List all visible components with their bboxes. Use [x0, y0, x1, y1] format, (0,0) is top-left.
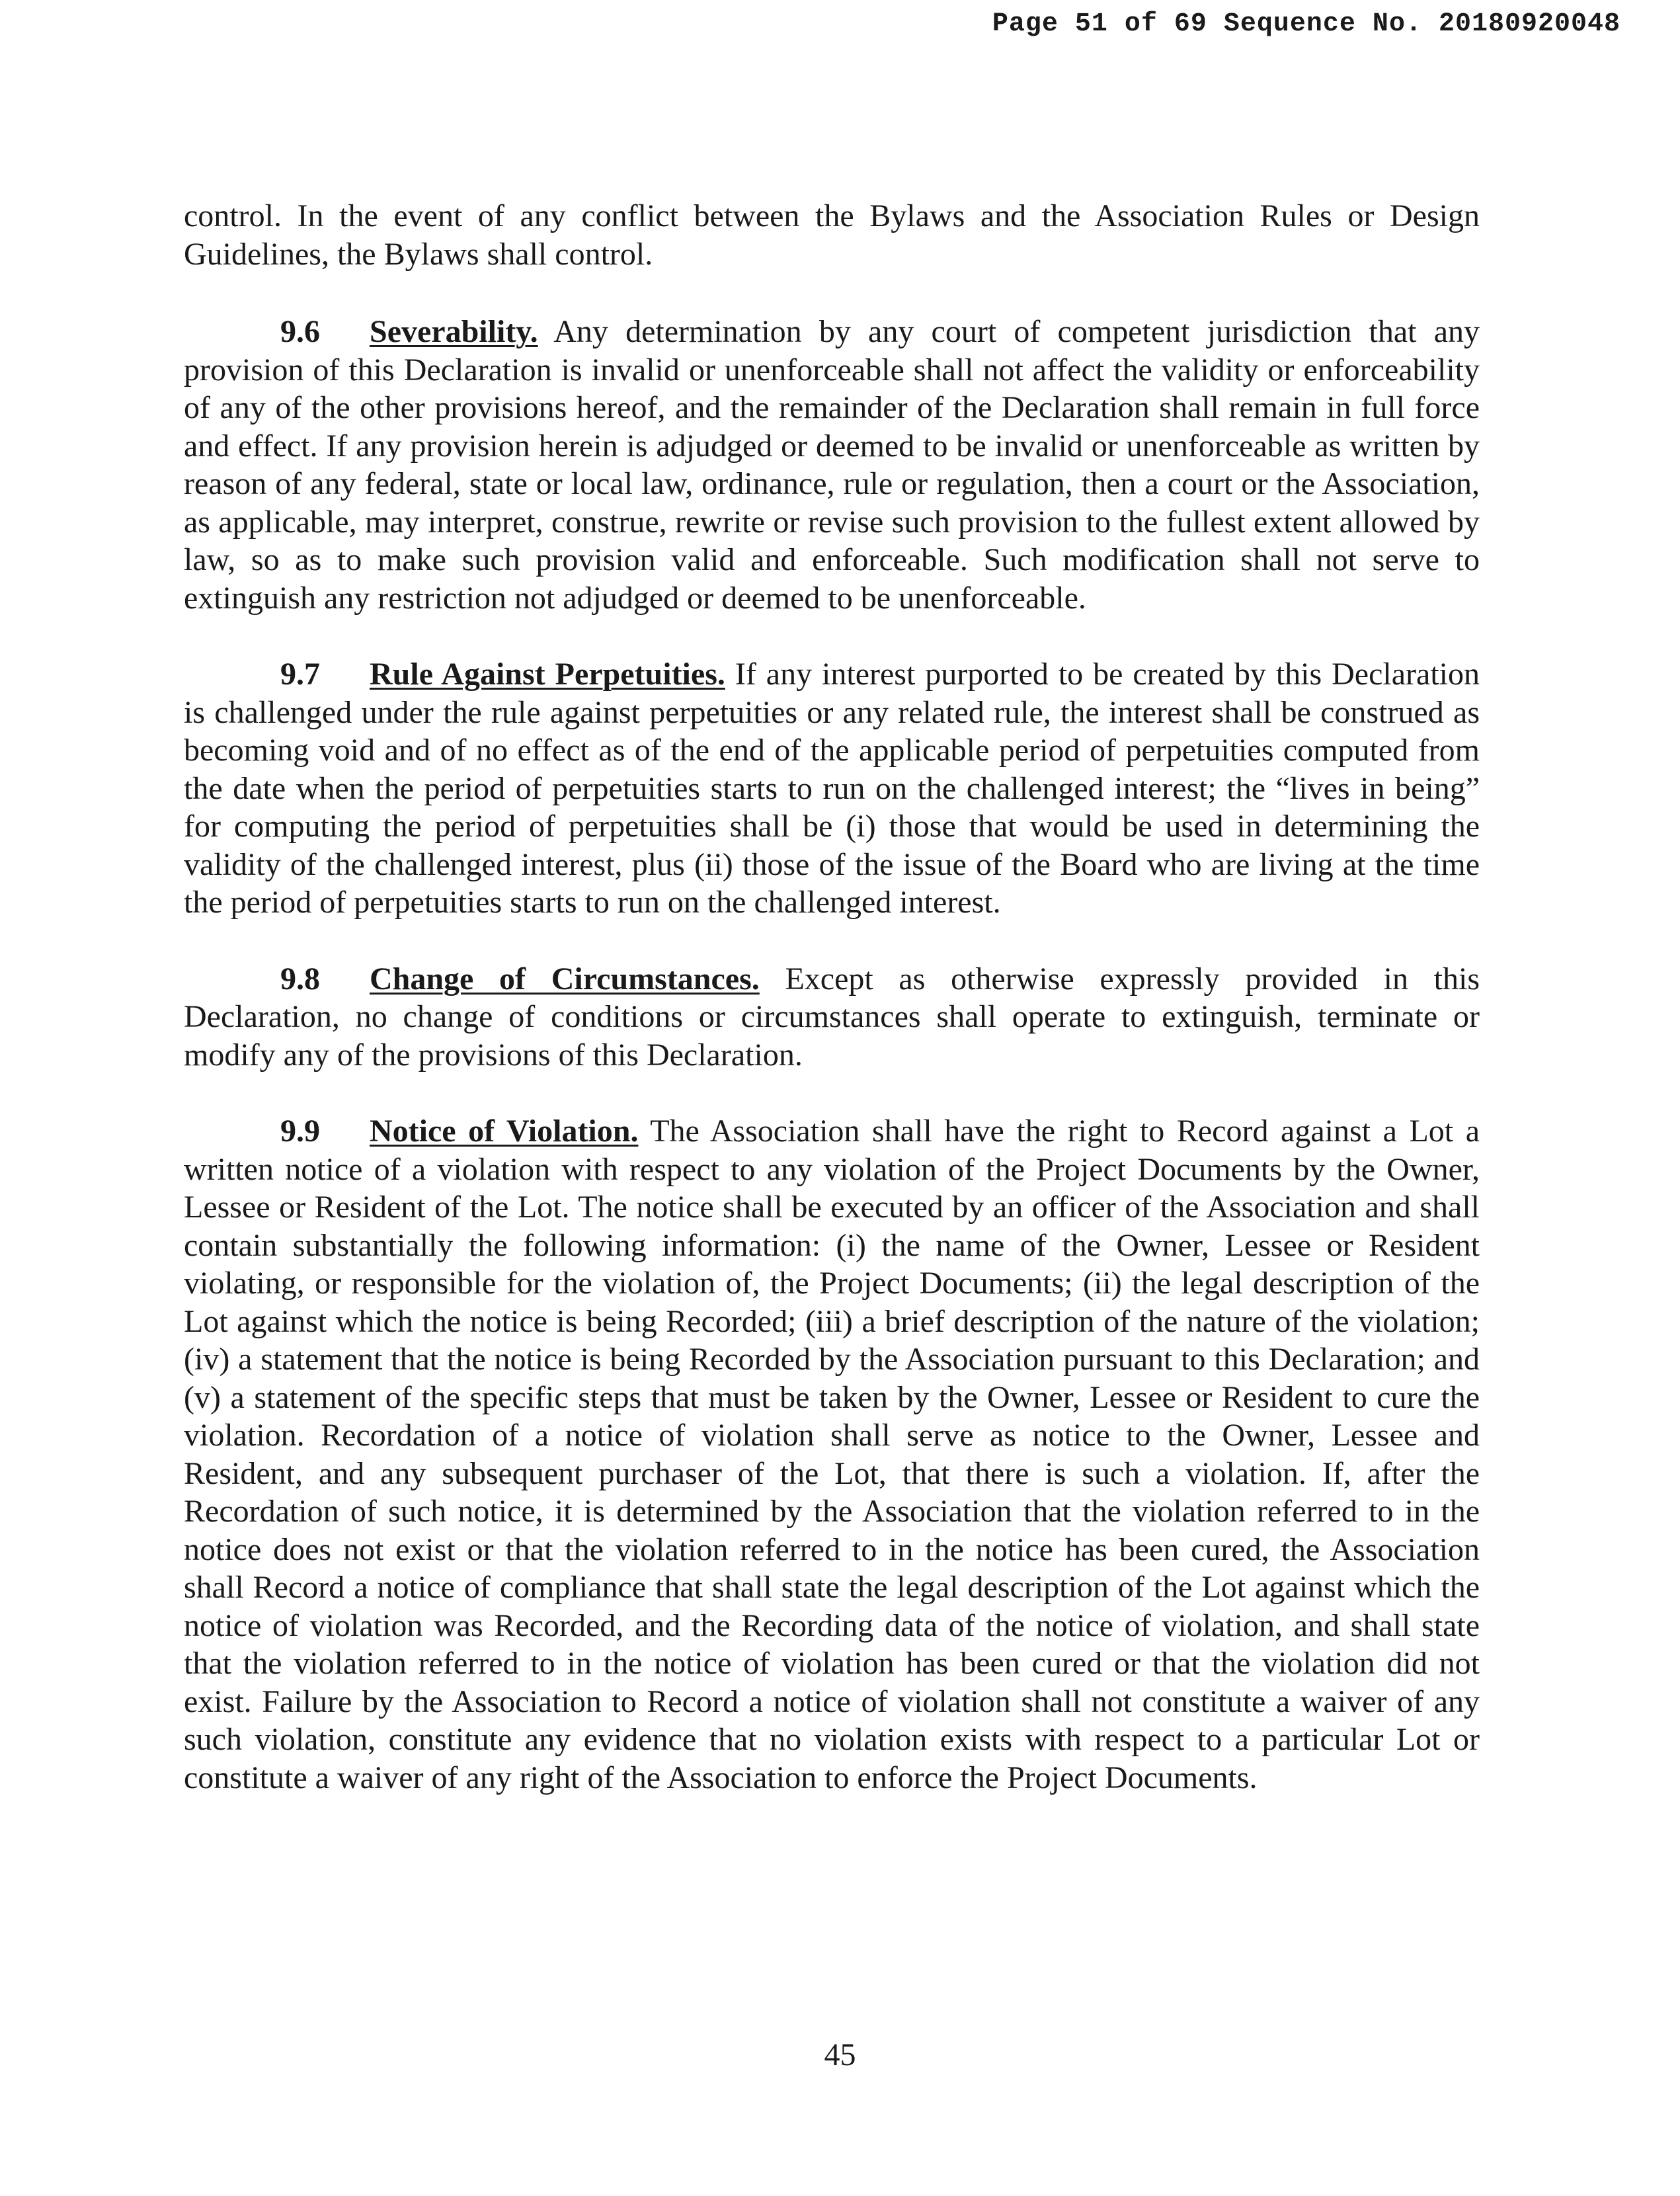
section-heading: Change of Circumstances. — [370, 961, 760, 996]
section-number: 9.9 — [280, 1114, 320, 1149]
section-number: 9.6 — [280, 314, 320, 349]
section-heading: Notice of Violation. — [370, 1114, 639, 1149]
section-text: Except as otherwise expressly provided in this Declaration, no change of conditions or circumstances shall operate to extinguish, terminate or modify any of the provisions of this Declaration. — [184, 961, 1480, 1073]
page-number: 45 — [824, 2037, 856, 2072]
page-sequence-header: Page 51 of 69 Sequence No. 20180920048 — [992, 9, 1620, 39]
section-number: 9.8 — [280, 961, 320, 996]
section-9-9 — [184, 1112, 1480, 1797]
section-9-8 — [184, 960, 1480, 1075]
section-text: The Association shall have the right to Record against a Lot a written notice of a violation with respect to any violation of the Project Documents by the Owner, Lessee or Resident of the Lot. The notice shall be executed by an officer of the Association and shall contain substantially the following information: (i) the name of the Owner, Lessee or Resident violating, or responsible for the violation of, the Project Documents; (ii) the legal description of the Lot against which the notice is being Recorded; (iii) a brief description of the nature of the violation; (iv) a statement that the notice is being Recorded by the Association pursuant to this Declaration; and (v) a statement of the specific steps that must be taken by the Owner, Lessee or Resident to cure the violation. Recordation of a notice of violation shall serve as notice to the Owner, Lessee and Resident, and any subsequent purchaser of the Lot, that there is such a violation. If, after the Recordation of such notice, it is determined by the Association that the violation referred to in the notice does not exist or that the violation referred to in the notice has been cured, the Association shall Record a notice of compliance that shall state the legal description of the Lot against which the notice of violation was Recorded, and the Recording data of the notice of violation, and shall state that the violation referred to in the notice of violation has been cured or that the violation did not exist. Failure by the Association to Record a notice of violation shall not constitute a waiver of any such violation, constitute any evidence that no violation exists with respect to a particular Lot or constitute a waiver of any right of the Association to enforce the Project Documents. — [184, 1114, 1480, 1795]
paragraph-continuation — [184, 197, 1480, 273]
section-heading: Severability. — [370, 314, 538, 349]
section-9-7 — [184, 655, 1480, 922]
section-number: 9.7 — [280, 657, 320, 692]
document-body — [184, 197, 1480, 1835]
section-text: If any interest purported to be created by this Declaration is challenged under the rule against perpetuities or any related rule, the interest shall be construed as becoming void and of no effect as of the end of the applicable period of perpetuities computed from the date when the period of perpetuities starts to run on the challenged interest; the “lives in being” for computing the period of perpetuities shall be (i) those that would be used in determining the validity of the challenged interest, plus (ii) those of the issue of the Board who are living at the time the period of perpetuities starts to run on the challenged interest. — [184, 657, 1480, 920]
section-heading: Rule Against Perpetuities. — [370, 657, 725, 692]
section-text: Any determination by any court of competent jurisdiction that any provision of this Declaration is invalid or unenforceable shall not affect the validity or enforceability of any of the other provisions hereof, and the remainder of the Declaration shall remain in full force and effect. If any provision herein is adjudged or deemed to be invalid or unenforceable as written by reason of any federal, state or local law, ordinance, rule or regulation, then a court or the Association, as applicable, may interpret, construe, rewrite or revise such provision to the fullest extent allowed by law, so as to make such provision valid and enforceable. Such modification shall not serve to extinguish any restriction not adjudged or deemed to be unenforceable. — [184, 314, 1480, 616]
section-9-6 — [184, 313, 1480, 617]
paragraph-text: control. In the event of any conflict between the Bylaws and the Association Rules or Design Guidelines, the Bylaws shall control. — [184, 198, 1480, 272]
